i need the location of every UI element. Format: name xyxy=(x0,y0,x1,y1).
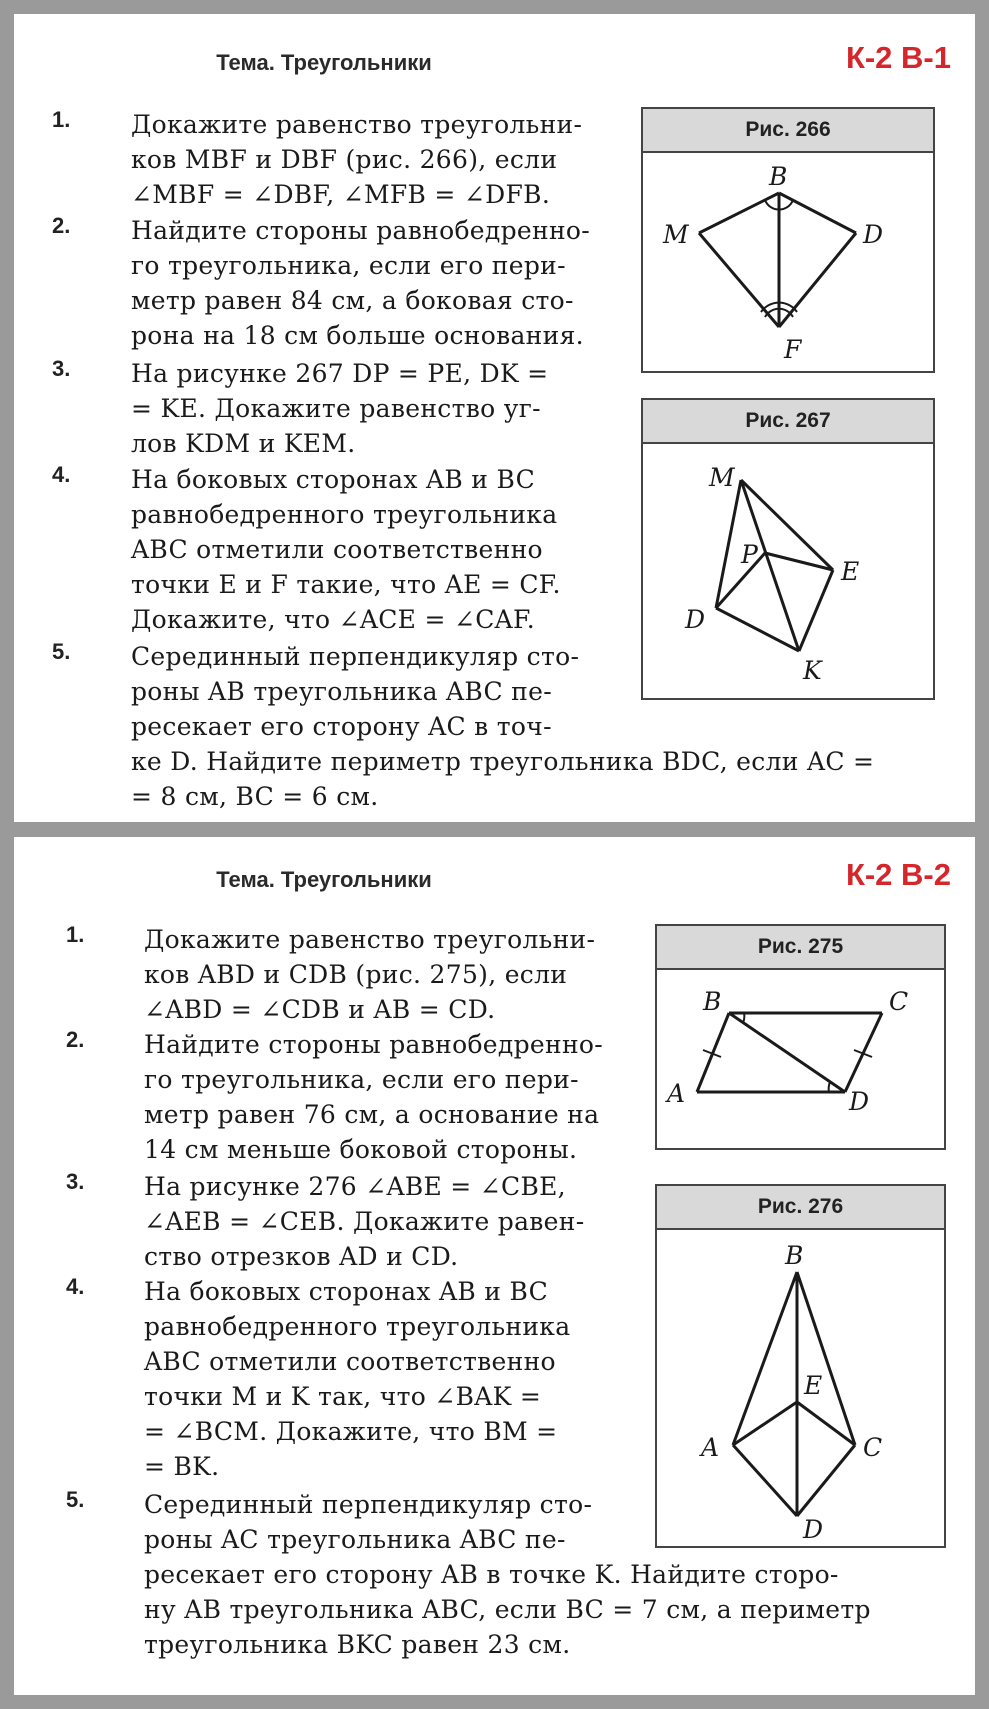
task-line: На рисунке 267 DP = PE, DK = xyxy=(131,359,549,388)
task-number: 1. xyxy=(66,922,85,947)
figure-276-drawing xyxy=(657,1230,944,1546)
task-line: роны AB треугольника ABC пе- xyxy=(131,677,552,706)
task-line: ну AB треугольника ABC, если BC = 7 см, а периметр xyxy=(144,1595,871,1624)
point-label-e: E xyxy=(841,557,860,586)
figure-267 xyxy=(641,398,935,700)
segment-ek xyxy=(799,570,833,651)
point-label-m: M xyxy=(709,463,735,492)
segment-cd xyxy=(797,1445,855,1516)
point-label-a: A xyxy=(667,1079,686,1108)
task-line: ABC отметили соответственно xyxy=(131,535,543,564)
task-line: ∠MBF = ∠DBF, ∠MFB = ∠DFB. xyxy=(131,180,551,209)
task-number: 2. xyxy=(52,213,71,238)
task-line: лов KDM и KEM. xyxy=(131,429,356,458)
task-line: Найдите стороны равнобедренно- xyxy=(131,216,590,245)
figure-266-drawing xyxy=(643,153,933,371)
task-line: Докажите, что ∠ACE = ∠CAF. xyxy=(131,605,535,634)
task-number: 5. xyxy=(52,639,71,664)
task-line: ков MBF и DBF (рис. 266), если xyxy=(131,145,558,174)
point-label-k: K xyxy=(803,656,822,685)
figure-275-drawing xyxy=(657,970,944,1148)
task-line: На боковых сторонах AB и BC xyxy=(131,465,536,494)
point-label-p: P xyxy=(741,540,758,569)
task-number: 2. xyxy=(66,1027,85,1052)
segment-ad xyxy=(733,1445,797,1516)
task-line: метр равен 84 см, а боковая сто- xyxy=(131,286,574,315)
figure-caption: Рис. 267 xyxy=(643,400,933,444)
task-line: Серединный перпендикуляр сто- xyxy=(144,1490,593,1519)
task-line: Найдите стороны равнобедренно- xyxy=(144,1030,603,1059)
task-line: На рисунке 276 ∠ABE = ∠CBE, xyxy=(144,1172,566,1201)
task-line: рона на 18 см больше основания. xyxy=(131,321,584,350)
segment-ab xyxy=(697,1013,729,1092)
task-line: На боковых сторонах AB и BC xyxy=(144,1277,549,1306)
figure-caption: Рис. 276 xyxy=(657,1186,944,1230)
task-line: = KE. Докажите равенство уг- xyxy=(131,394,541,423)
task-line: Серединный перпендикуляр сто- xyxy=(131,642,580,671)
segment-ae xyxy=(733,1402,797,1445)
topic-title: Тема. Треугольники xyxy=(216,867,432,892)
segment-bc xyxy=(797,1272,855,1445)
point-label-d: D xyxy=(685,605,706,634)
task-line: ство отрезков AD и CD. xyxy=(144,1242,459,1271)
figure-275 xyxy=(655,924,946,1150)
task-line: ков ABD и CDB (рис. 275), если xyxy=(144,960,568,989)
task-line: треугольника BKC равен 23 см. xyxy=(144,1630,571,1659)
task-line: метр равен 76 см, а основание на xyxy=(144,1100,600,1129)
figure-caption: Рис. 275 xyxy=(657,926,944,970)
task-line: равнобедренного треугольника xyxy=(144,1312,571,1341)
task-number: 3. xyxy=(52,356,71,381)
segment-ba xyxy=(733,1272,797,1445)
task-line: точки E и F такие, что AE = CF. xyxy=(131,570,561,599)
figure-caption: Рис. 266 xyxy=(643,109,933,153)
point-label-d: D xyxy=(803,1515,824,1544)
task-line: точки M и K так, что ∠BAK = xyxy=(144,1382,542,1411)
task-line: = ∠BCM. Докажите, что BM = xyxy=(144,1417,558,1446)
point-label-b: B xyxy=(785,1241,804,1270)
task-line: ∠ABD = ∠CDB и AB = CD. xyxy=(144,995,496,1024)
task-line: ресекает его сторону AC в точ- xyxy=(131,712,552,741)
task-line: = 8 см, BC = 6 см. xyxy=(131,782,379,811)
task-line: роны AC треугольника ABC пе- xyxy=(144,1525,566,1554)
point-label-d: D xyxy=(849,1087,870,1116)
task-line: ресекает его сторону AB в точке K. Найдите сторо- xyxy=(144,1560,839,1589)
point-label-b: B xyxy=(769,162,788,191)
task-line: го треугольника, если его пери- xyxy=(144,1065,579,1094)
segment-cd xyxy=(845,1013,882,1092)
task-line: Докажите равенство треугольни- xyxy=(144,925,596,954)
task-line: ке D. Найдите периметр треугольника BDC, если AC = xyxy=(131,747,875,776)
figure-267-drawing xyxy=(643,444,933,698)
point-label-d: D xyxy=(863,220,884,249)
segment-md xyxy=(716,480,741,608)
point-label-c: C xyxy=(863,1433,883,1462)
task-line: го треугольника, если его пери- xyxy=(131,251,566,280)
task-line: ∠AEB = ∠CEB. Докажите равен- xyxy=(144,1207,585,1236)
variant-code: К-2 В-1 xyxy=(845,40,951,75)
point-label-b: B xyxy=(703,987,722,1016)
task-line: Докажите равенство треугольни- xyxy=(131,110,583,139)
point-label-c: C xyxy=(889,987,909,1016)
point-label-e: E xyxy=(804,1371,823,1400)
figure-276 xyxy=(655,1184,946,1548)
task-number: 4. xyxy=(66,1274,85,1299)
task-line: равнобедренного треугольника xyxy=(131,500,558,529)
point-label-m: M xyxy=(663,220,689,249)
segment-bd xyxy=(779,193,856,233)
point-label-a: A xyxy=(701,1433,720,1462)
variant-2-card xyxy=(14,837,975,1695)
task-line: 14 см меньше боковой стороны. xyxy=(144,1135,578,1164)
variant-1-card xyxy=(14,14,975,822)
task-number: 1. xyxy=(52,107,71,132)
topic-title: Тема. Треугольники xyxy=(216,50,432,75)
segment-bd xyxy=(729,1013,845,1092)
variant-code: К-2 В-2 xyxy=(845,857,951,892)
task-number: 3. xyxy=(66,1169,85,1194)
task-line: = BK. xyxy=(144,1452,220,1481)
point-label-f: F xyxy=(784,335,802,364)
task-number: 5. xyxy=(66,1487,85,1512)
task-number: 4. xyxy=(52,462,71,487)
task-line: ABC отметили соответственно xyxy=(144,1347,556,1376)
segment-mb xyxy=(699,193,779,233)
figure-266 xyxy=(641,107,935,373)
